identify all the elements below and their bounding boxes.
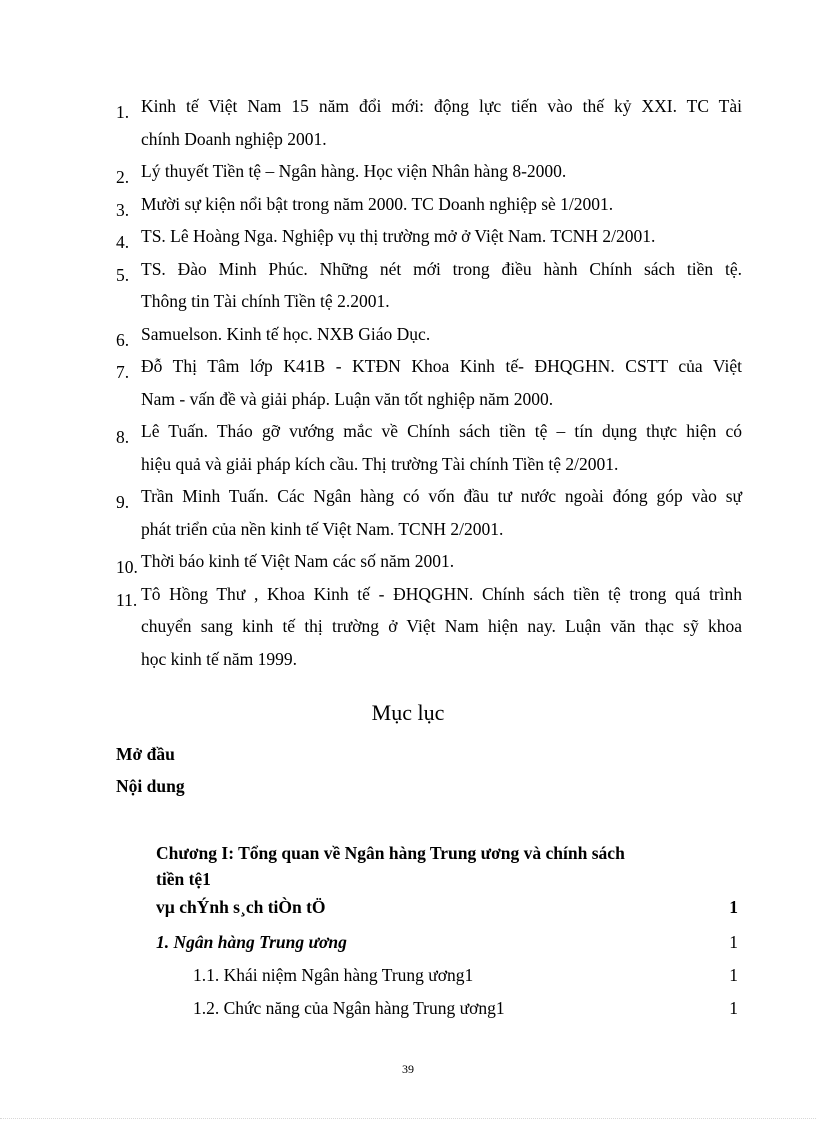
reference-item [116,155,742,188]
toc-entry-1-1 [193,965,738,986]
reference-line: Nam - vấn đề và giải pháp. Luận văn tốt nghiệp năm 2000. [141,388,554,409]
toc-entry-label: 1.1. Khái niệm Ngân hàng Trung ương1 [193,965,474,985]
reference-number: 9. [116,492,130,512]
reference-item [116,318,742,351]
reference-number: 7. [116,362,130,382]
reference-line: Trần Minh Tuấn. Các Ngân hàng có vốn đầu tư nước ngoài đóng góp vào sự [141,486,742,506]
reference-list [116,90,742,675]
toc-title: Mục lục [371,700,445,725]
toc-entry-page: 1 [729,965,738,985]
reference-line: Đỗ Thị Tâm lớp K41B - KTĐN Khoa Kinh tế- ĐHQGHN. CSTT của Việt [141,356,742,376]
reference-line: Lê Tuấn. Tháo gỡ vướng mắc về Chính sách tiền tệ – tín dụng thực hiện có [141,421,742,441]
toc-intro-heading: Mở đầu [116,744,175,764]
reference-line: Samuelson. Kinh tế học. NXB Giáo Dục. [141,323,431,344]
reference-item [116,545,742,578]
reference-item [116,188,742,221]
reference-item [116,578,742,676]
reference-number: 8. [116,427,130,447]
reference-number: 2. [116,167,130,187]
reference-number: 5. [116,264,130,285]
reference-text [141,415,742,480]
reference-text [141,253,742,318]
reference-line: Thông tin Tài chính Tiền tệ 2.2001. [141,291,390,311]
reference-text [141,545,742,578]
reference-number: 6. [116,329,130,350]
toc-entry-section-1 [156,932,738,953]
reference-text [141,350,742,415]
reference-line: hiệu quả và giải pháp kích cầu. Thị trường Tài chính Tiền tệ 2/2001. [141,453,619,474]
reference-number: 11. [116,589,138,610]
toc-chapter-line-2: tiền tệ1 [156,869,211,889]
toc-entry-label: 1.2. Chức năng của Ngân hàng Trung ương1 [193,998,505,1018]
reference-text [141,318,742,351]
reference-line: Mười sự kiện nổi bật trong năm 2000. TC Doanh nghiệp sè 1/2001. [141,193,614,214]
reference-number: 3. [116,199,130,220]
toc-entry-page: 1 [729,998,738,1018]
reference-text [141,480,742,545]
page-bottom-rule [0,1118,816,1119]
reference-number: 10. [116,557,138,577]
toc-entry-page: 1 [729,932,738,952]
reference-item [116,90,742,155]
toc-content-heading: Nội dung [116,776,185,796]
reference-line: chuyển sang kinh tế thị trường ở Việt Nam hiện nay. Luận văn thạc sỹ khoa [141,616,742,636]
reference-line: Lý thuyết Tiền tệ – Ngân hàng. Học viện Nhân hàng 8-2000. [141,161,567,181]
reference-item [116,253,742,318]
reference-line: TS. Đào Minh Phúc. Những nét mới trong điều hành Chính sách tiền tệ. [141,258,742,279]
toc-entry-label: vµ chÝnh s¸ch tiÒn tÖ [156,897,326,917]
reference-line: Thời báo kinh tế Việt Nam các số năm 2001. [141,551,455,571]
reference-number: 1. [116,102,130,122]
reference-text [141,220,742,253]
page-number: 39 [402,1062,414,1076]
reference-line: chính Doanh nghiệp 2001. [141,128,327,149]
reference-text [141,578,742,676]
reference-text [141,188,742,221]
toc-chapter-1 [156,840,736,892]
reference-item [116,415,742,480]
reference-item [116,220,742,253]
toc-chapter-line-1: Chương I: Tổng quan về Ngân hàng Trung ương và chính sách [156,843,625,863]
toc-entry-page: 1 [729,897,738,917]
toc-entry-1-2 [193,998,738,1019]
reference-line: Tô Hồng Thư , Khoa Kinh tế - ĐHQGHN. Chính sách tiền tệ trong quá trình [141,583,742,604]
reference-item [116,480,742,545]
reference-line: học kinh tế năm 1999. [141,648,298,669]
reference-line: TS. Lê Hoàng Nga. Nghiệp vụ thị trường mở ở Việt Nam. TCNH 2/2001. [141,226,656,246]
reference-item [116,350,742,415]
toc-entry-garbled [156,897,738,918]
reference-number: 4. [116,232,130,252]
toc-entry-label: 1. Ngân hàng Trung ương [156,932,347,952]
reference-line: phát triển của nền kinh tế Việt Nam. TCNH 2/2001. [141,518,504,539]
reference-line: Kinh tế Việt Nam 15 năm đổi mới: động lực tiến vào thế kỷ XXI. TC Tài [141,96,742,116]
reference-text [141,155,742,188]
reference-text [141,90,742,155]
